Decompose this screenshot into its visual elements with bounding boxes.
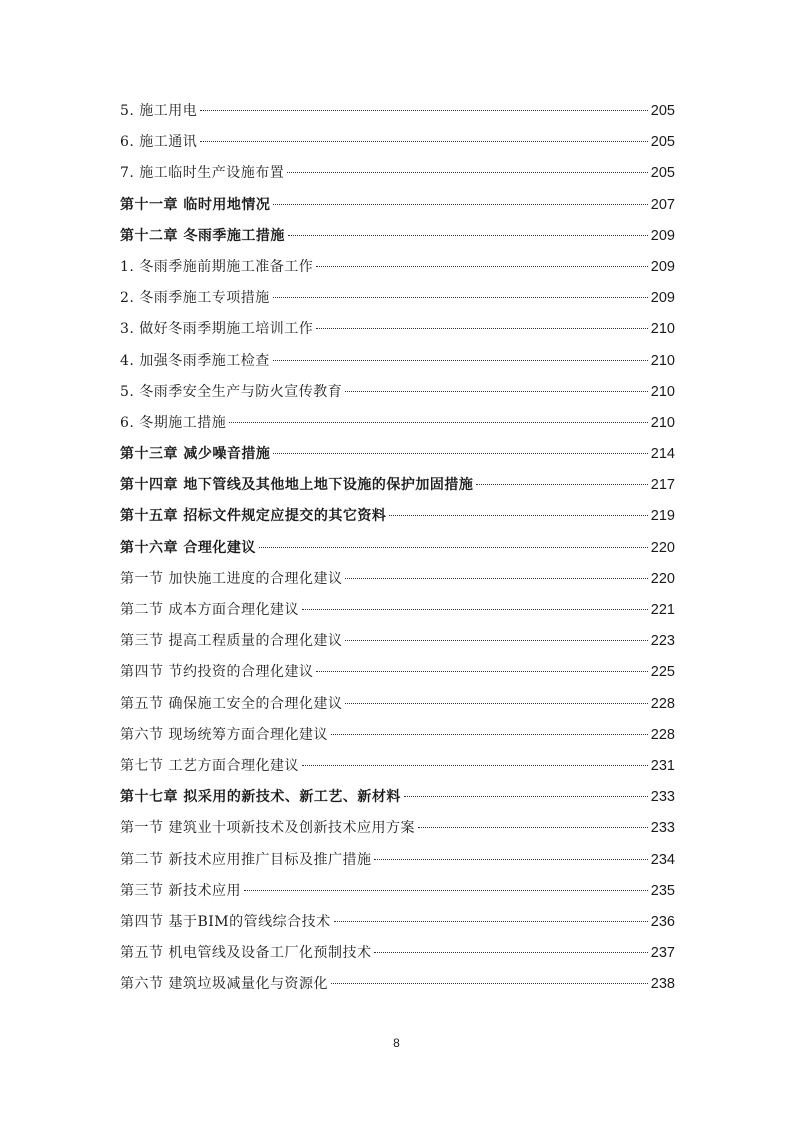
toc-entry-title: 7. 施工临时生产设施布置 (120, 165, 285, 182)
toc-dot-leader (287, 172, 647, 173)
toc-section-entry[interactable] (120, 626, 675, 657)
toc-dot-leader (200, 110, 647, 111)
toc-entry-page-number: 220 (650, 539, 675, 556)
toc-entry-title: 第六节 现场统筹方面合理化建议 (120, 726, 328, 743)
toc-chapter-entry[interactable] (120, 782, 675, 813)
toc-entry-page-number: 225 (650, 664, 675, 681)
toc-entry-title: 第十三章 减少噪音措施 (120, 446, 271, 463)
toc-dot-leader (389, 515, 647, 516)
toc-section-entry[interactable] (120, 689, 675, 720)
toc-entry-title: 第一节 建筑业十项新技术及创新技术应用方案 (120, 820, 415, 837)
toc-dot-leader (331, 983, 648, 984)
toc-entry-page-number: 210 (650, 383, 675, 400)
toc-section-entry[interactable] (120, 283, 675, 314)
toc-entry-title: 4. 加强冬雨季施工检查 (120, 352, 270, 369)
toc-section-entry[interactable] (120, 314, 675, 345)
toc-entry-title: 第五节 机电管线及设备工厂化预制技术 (120, 945, 372, 962)
toc-dot-leader (273, 360, 648, 361)
toc-dot-leader (404, 796, 648, 797)
toc-entry-page-number: 237 (650, 945, 675, 962)
toc-entry-page-number: 210 (650, 414, 675, 431)
toc-entry-page-number: 205 (650, 165, 675, 182)
toc-entry-page-number: 210 (650, 352, 675, 369)
toc-entry-page-number: 205 (650, 134, 675, 151)
toc-section-entry[interactable] (120, 720, 675, 751)
toc-entry-page-number: 205 (650, 103, 675, 119)
toc-chapter-entry[interactable] (120, 533, 675, 564)
toc-dot-leader (345, 640, 647, 641)
toc-entry-title: 1. 冬雨季施前期施工准备工作 (120, 258, 314, 275)
toc-dot-leader (302, 609, 648, 610)
toc-entry-page-number: 236 (650, 913, 675, 930)
toc-entry-title: 第五节 确保施工安全的合理化建议 (120, 695, 343, 712)
toc-entry-title: 第十六章 合理化建议 (120, 539, 256, 556)
toc-dot-leader (259, 547, 648, 548)
toc-section-entry[interactable] (120, 564, 675, 595)
toc-dot-leader (374, 952, 647, 953)
toc-dot-leader (273, 204, 647, 205)
toc-entry-title: 第十七章 拟采用的新技术、新工艺、新材料 (120, 789, 401, 806)
toc-dot-leader (345, 703, 647, 704)
toc-section-entry[interactable] (120, 346, 675, 377)
toc-chapter-entry[interactable] (120, 470, 675, 501)
toc-entry-title: 第十一章 临时用地情况 (120, 196, 271, 213)
toc-entry-page-number: 220 (650, 570, 675, 587)
toc-entry-page-number: 214 (650, 446, 675, 463)
toc-chapter-entry[interactable] (120, 190, 675, 221)
toc-entry-page-number: 221 (650, 602, 675, 618)
toc-entry-page-number: 209 (650, 290, 675, 307)
toc-entry-title: 第一节 加快施工进度的合理化建议 (120, 570, 343, 587)
toc-section-entry[interactable] (120, 96, 675, 127)
toc-entry-title: 3. 做好冬雨季期施工培训工作 (120, 321, 314, 338)
toc-dot-leader (200, 141, 647, 142)
toc-entry-page-number: 235 (650, 882, 675, 899)
toc-dot-leader (316, 671, 647, 672)
toc-chapter-entry[interactable] (120, 221, 675, 252)
toc-dot-leader (302, 765, 648, 766)
toc-entry-page-number: 234 (650, 851, 675, 868)
toc-entry-title: 5. 施工用电 (120, 103, 198, 119)
toc-section-entry[interactable] (120, 969, 675, 1000)
toc-entry-title: 第三节 新技术应用 (120, 882, 241, 899)
toc-dot-leader (273, 453, 647, 454)
toc-entry-title: 第十五章 招标文件规定应提交的其它资料 (120, 508, 387, 525)
table-of-contents (120, 96, 675, 1000)
page-number: 8 (393, 1036, 400, 1050)
toc-entry-title: 第三节 提高工程质量的合理化建议 (120, 633, 343, 650)
toc-entry-title: 第二节 成本方面合理化建议 (120, 602, 299, 618)
toc-entry-title: 第二节 新技术应用推广目标及推广措施 (120, 851, 372, 868)
toc-entry-page-number: 223 (650, 633, 675, 650)
toc-section-entry[interactable] (120, 408, 675, 439)
toc-entry-page-number: 233 (650, 820, 675, 837)
toc-dot-leader (345, 578, 647, 579)
toc-entry-page-number: 217 (650, 477, 675, 494)
toc-section-entry[interactable] (120, 127, 675, 158)
toc-section-entry[interactable] (120, 657, 675, 688)
toc-dot-leader (316, 266, 647, 267)
toc-dot-leader (273, 297, 648, 298)
toc-section-entry[interactable] (120, 252, 675, 283)
toc-entry-title: 第四节 基于BIM的管线综合技术 (120, 913, 331, 930)
toc-dot-leader (288, 235, 648, 236)
toc-entry-title: 6. 冬期施工措施 (120, 414, 227, 431)
toc-dot-leader (345, 391, 647, 392)
toc-section-entry[interactable] (120, 845, 675, 876)
toc-entry-title: 第六节 建筑垃圾减量化与资源化 (120, 976, 328, 993)
toc-entry-title: 2. 冬雨季施工专项措施 (120, 290, 270, 307)
toc-entry-title: 第七节 工艺方面合理化建议 (120, 757, 299, 774)
toc-section-entry[interactable] (120, 813, 675, 844)
toc-dot-leader (331, 734, 648, 735)
toc-section-entry[interactable] (120, 595, 675, 626)
toc-chapter-entry[interactable] (120, 439, 675, 470)
toc-entry-title: 5. 冬雨季安全生产与防火宣传教育 (120, 383, 343, 400)
toc-section-entry[interactable] (120, 907, 675, 938)
toc-entry-page-number: 209 (650, 227, 675, 244)
toc-entry-title: 第四节 节约投资的合理化建议 (120, 664, 314, 681)
toc-entry-page-number: 238 (650, 976, 675, 993)
toc-section-entry[interactable] (120, 377, 675, 408)
toc-entry-page-number: 210 (650, 321, 675, 338)
toc-entry-page-number: 231 (650, 757, 675, 774)
toc-section-entry[interactable] (120, 876, 675, 907)
toc-entry-page-number: 219 (650, 508, 675, 525)
toc-dot-leader (476, 484, 647, 485)
toc-entry-title: 第十二章 冬雨季施工措施 (120, 227, 285, 244)
toc-dot-leader (334, 921, 648, 922)
toc-entry-page-number: 207 (650, 196, 675, 213)
toc-section-entry[interactable] (120, 158, 675, 189)
toc-dot-leader (374, 859, 647, 860)
toc-entry-page-number: 228 (650, 726, 675, 743)
toc-section-entry[interactable] (120, 938, 675, 969)
toc-entry-title: 6. 施工通讯 (120, 134, 198, 151)
toc-dot-leader (418, 827, 648, 828)
toc-dot-leader (229, 422, 647, 423)
toc-entry-page-number: 233 (650, 789, 675, 806)
toc-section-entry[interactable] (120, 751, 675, 782)
toc-entry-title: 第十四章 地下管线及其他地上地下设施的保护加固措施 (120, 477, 474, 494)
toc-entry-page-number: 209 (650, 258, 675, 275)
toc-dot-leader (316, 328, 647, 329)
toc-dot-leader (244, 890, 648, 891)
toc-chapter-entry[interactable] (120, 501, 675, 532)
toc-entry-page-number: 228 (650, 695, 675, 712)
